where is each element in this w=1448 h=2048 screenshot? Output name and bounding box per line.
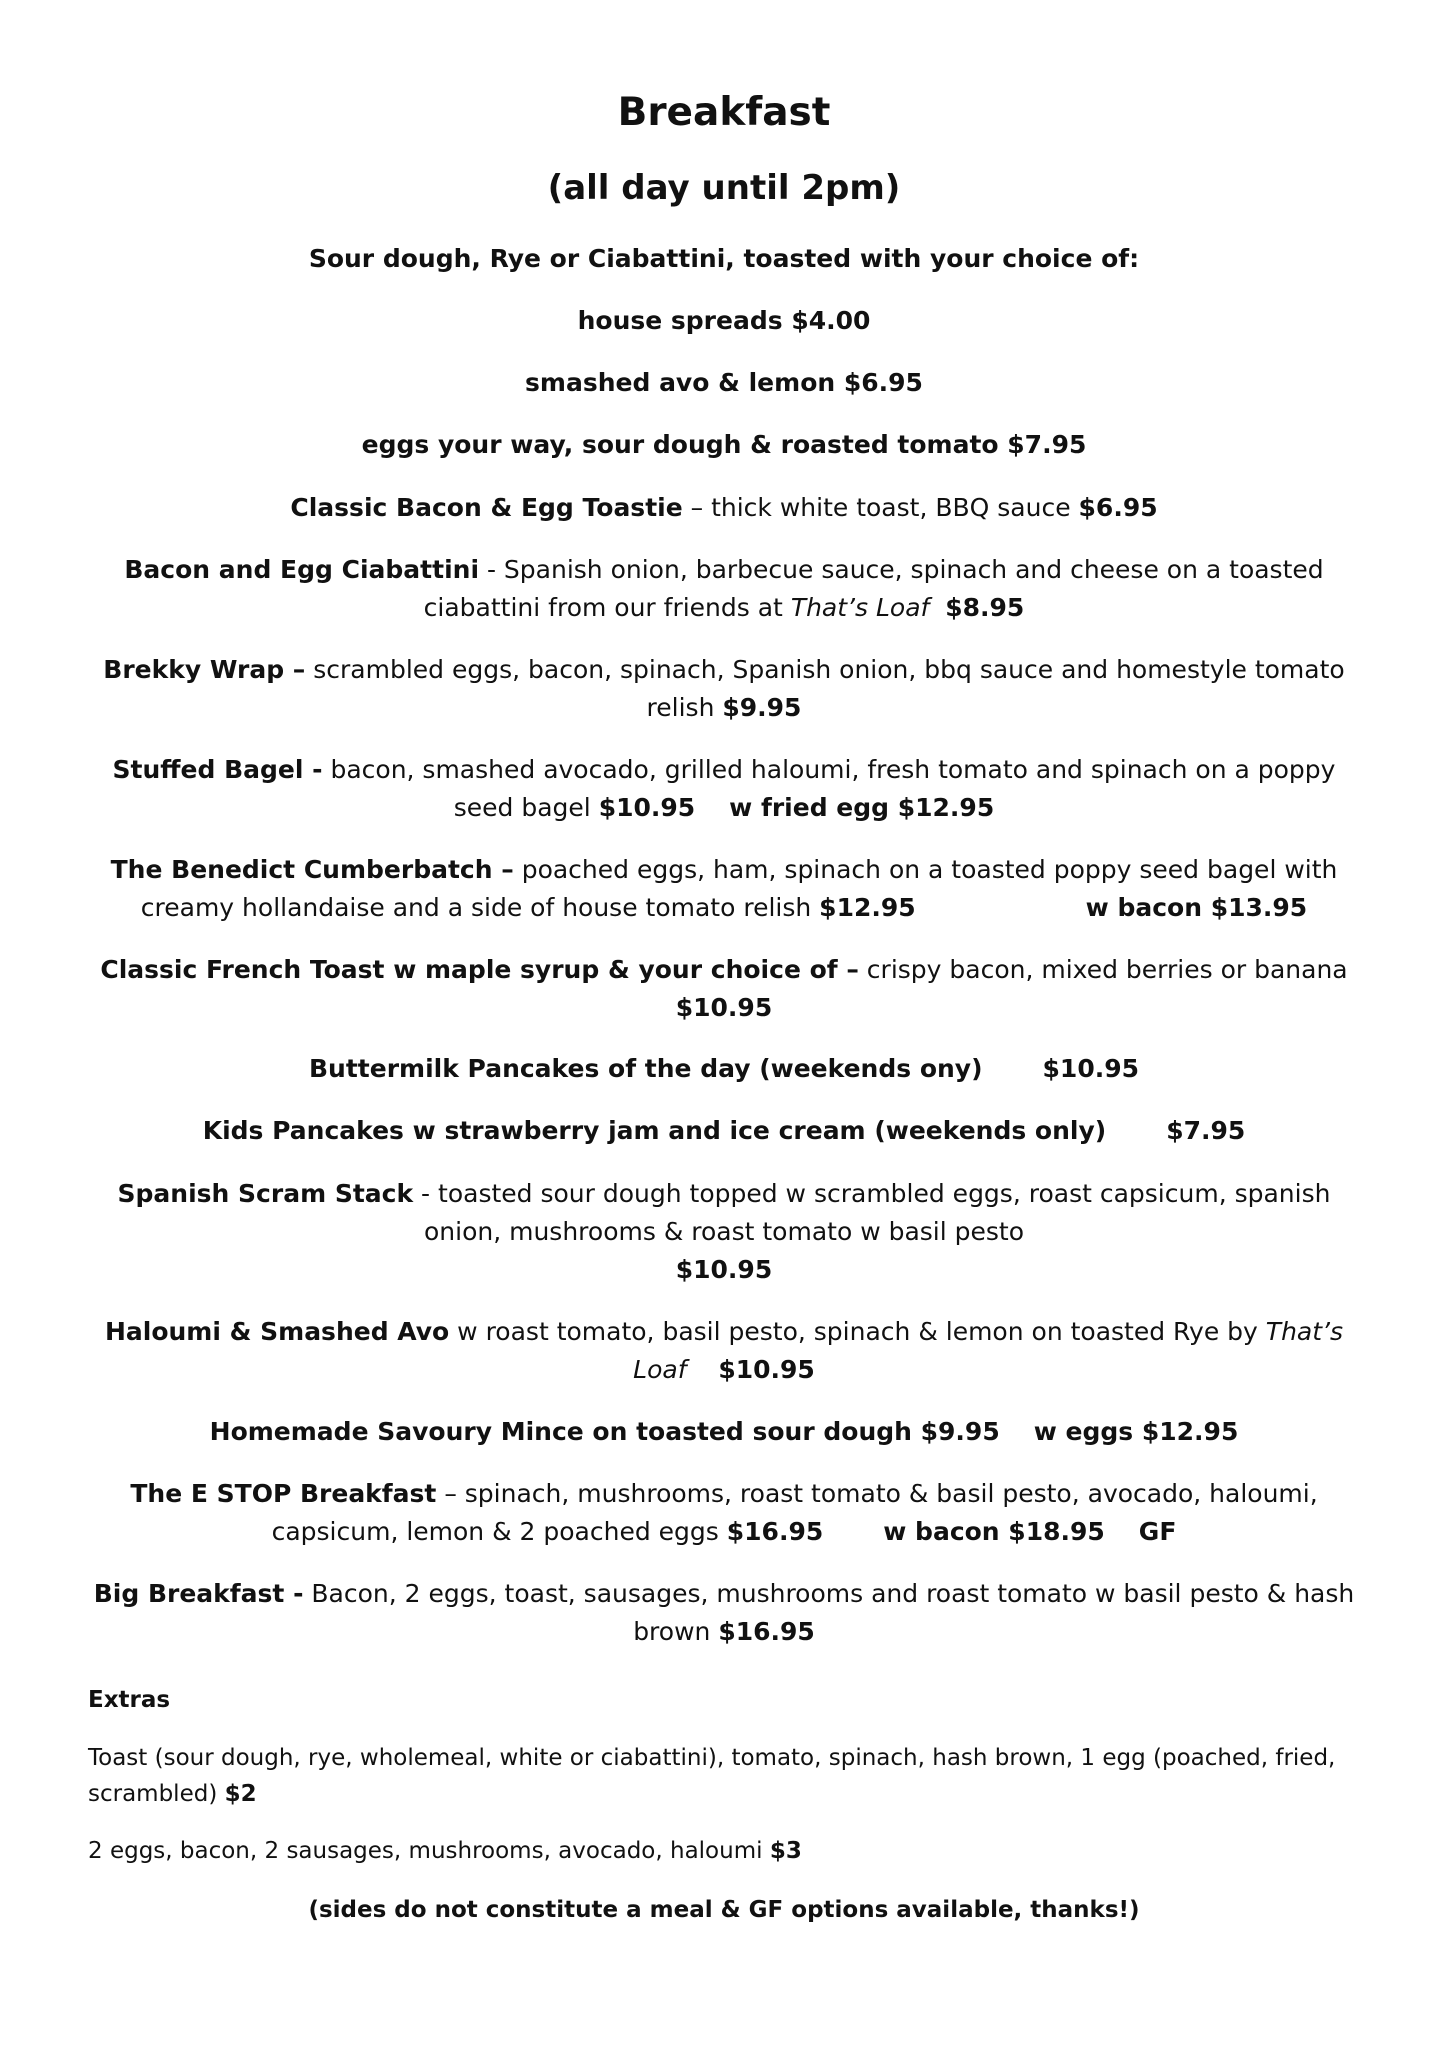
item-price: $10.95	[675, 993, 773, 1022]
item-desc: Bacon, 2 eggs, toast, sausages, mushrooms and roast tomato w basil pesto & hash brown	[303, 1579, 1355, 1646]
item-name: Bacon and Egg Ciabattini	[124, 555, 480, 584]
item-name: Homemade Savoury Mince on toasted sour dough $9.95	[209, 1417, 1000, 1446]
item-price: $6.95	[1078, 493, 1158, 522]
menu-item-estop	[84, 1475, 1364, 1551]
item-name: Spanish Scram Stack	[117, 1179, 414, 1208]
extras-price: $2	[224, 1781, 257, 1807]
menu-item-toastie	[84, 489, 1364, 527]
extras-text: 2 eggs, bacon, 2 sausages, mushrooms, avocado, haloumi	[88, 1838, 770, 1864]
item-extra-price: w bacon $18.95	[883, 1517, 1105, 1546]
item-extra-price: w bacon $13.95	[1085, 893, 1308, 922]
item-price: $10.95	[1042, 1054, 1140, 1083]
item-name: The E STOP Breakfast	[130, 1479, 437, 1508]
extras-heading: Extras	[88, 1687, 171, 1713]
page-title: Breakfast	[617, 90, 831, 135]
item-desc: – spinach, mushrooms, roast tomato & basil pesto, avocado, haloumi, capsicum, lemon & 2 poached eggs	[271, 1479, 1318, 1546]
item-name: Big Breakfast -	[93, 1579, 304, 1608]
item-desc-italic: That’s Loaf	[790, 593, 930, 622]
item-name: Classic French Toast w maple syrup & your choice of –	[100, 955, 859, 984]
item-desc: bacon, smashed avocado, grilled haloumi, fresh tomato and spinach on a poppy seed bagel	[322, 755, 1336, 822]
item-desc: scrambled eggs, bacon, spinach, Spanish onion, bbq sauce and homestyle tomato relish	[305, 655, 1345, 722]
menu-item-big-breakfast	[84, 1575, 1364, 1651]
item-price: $16.95	[726, 1517, 824, 1546]
item-price: $9.95	[722, 693, 802, 722]
gf-tag: GF	[1138, 1517, 1177, 1546]
item-price: $10.95	[718, 1355, 815, 1384]
item-name: Buttermilk Pancakes of the day (weekends ony)	[308, 1054, 983, 1083]
menu-item-haloumi	[84, 1313, 1364, 1389]
page-subtitle: (all day until 2pm)	[547, 168, 901, 208]
item-name: Kids Pancakes w strawberry jam and ice cream (weekends only)	[202, 1116, 1107, 1145]
item-name: The Benedict Cumberbatch –	[110, 855, 514, 884]
item-price: $7.95	[1166, 1116, 1246, 1145]
extras-price: $3	[769, 1838, 802, 1864]
menu-item-scram-stack	[84, 1175, 1364, 1289]
item-extra-price: w fried egg $12.95	[729, 793, 995, 822]
extras-line-2	[88, 1833, 1358, 1869]
item-desc-italic: That’s Loaf	[633, 1317, 1344, 1384]
toast-eggs: eggs your way, sour dough & roasted tomato $7.95	[361, 430, 1087, 459]
toast-intro: Sour dough, Rye or Ciabattini, toasted with your choice of:	[308, 244, 1140, 273]
toast-spreads: house spreads $4.00	[577, 306, 871, 335]
extras-line-1	[88, 1740, 1358, 1812]
footer-note: (sides do not constitute a meal & GF options available, thanks!)	[308, 1897, 1140, 1923]
extras-text: Toast (sour dough, rye, wholemeal, white or ciabattini), tomato, spinach, hash brown, 1 egg (poached, fried, scrambled)	[88, 1745, 1336, 1807]
item-name: Brekky Wrap –	[103, 655, 306, 684]
item-desc: - toasted sour dough topped w scrambled eggs, roast capsicum, spanish onion, mushrooms & roast tomato w basil pesto	[413, 1179, 1331, 1246]
menu-item-french-toast	[84, 951, 1364, 1027]
menu-item-pancakes	[84, 1050, 1364, 1088]
item-extra-price: w eggs $12.95	[1033, 1417, 1239, 1446]
item-desc: poached eggs, ham, spinach on a toasted poppy seed bagel with creamy hollandaise and a side of house tomato relish	[140, 855, 1338, 922]
item-name: Haloumi & Smashed Avo	[104, 1317, 450, 1346]
menu-item-bagel	[84, 751, 1364, 827]
item-price: $12.95	[819, 893, 916, 922]
item-desc: – thick white toast, BBQ sauce	[682, 493, 1079, 522]
item-price: $8.95	[945, 593, 1025, 622]
item-name: Classic Bacon & Egg Toastie	[290, 493, 683, 522]
menu-item-kids-pancakes	[84, 1112, 1364, 1150]
menu-item-ciabattini	[84, 551, 1364, 627]
toast-avo: smashed avo & lemon $6.95	[525, 368, 923, 397]
item-price: $10.95	[675, 1255, 773, 1284]
item-desc: crispy bacon, mixed berries or banana	[858, 955, 1348, 984]
item-name: Stuffed Bagel -	[112, 755, 323, 784]
item-price: $10.95	[598, 793, 696, 822]
menu-item-wrap	[84, 651, 1364, 727]
item-price: $16.95	[718, 1617, 815, 1646]
item-desc: - Spanish onion, barbecue sauce, spinach and cheese on a toasted ciabattini from our friends at	[423, 555, 1324, 622]
menu-item-mince	[84, 1413, 1364, 1451]
menu-item-benedict	[84, 851, 1364, 927]
item-desc: w roast tomato, basil pesto, spinach & lemon on toasted Rye by	[449, 1317, 1266, 1346]
